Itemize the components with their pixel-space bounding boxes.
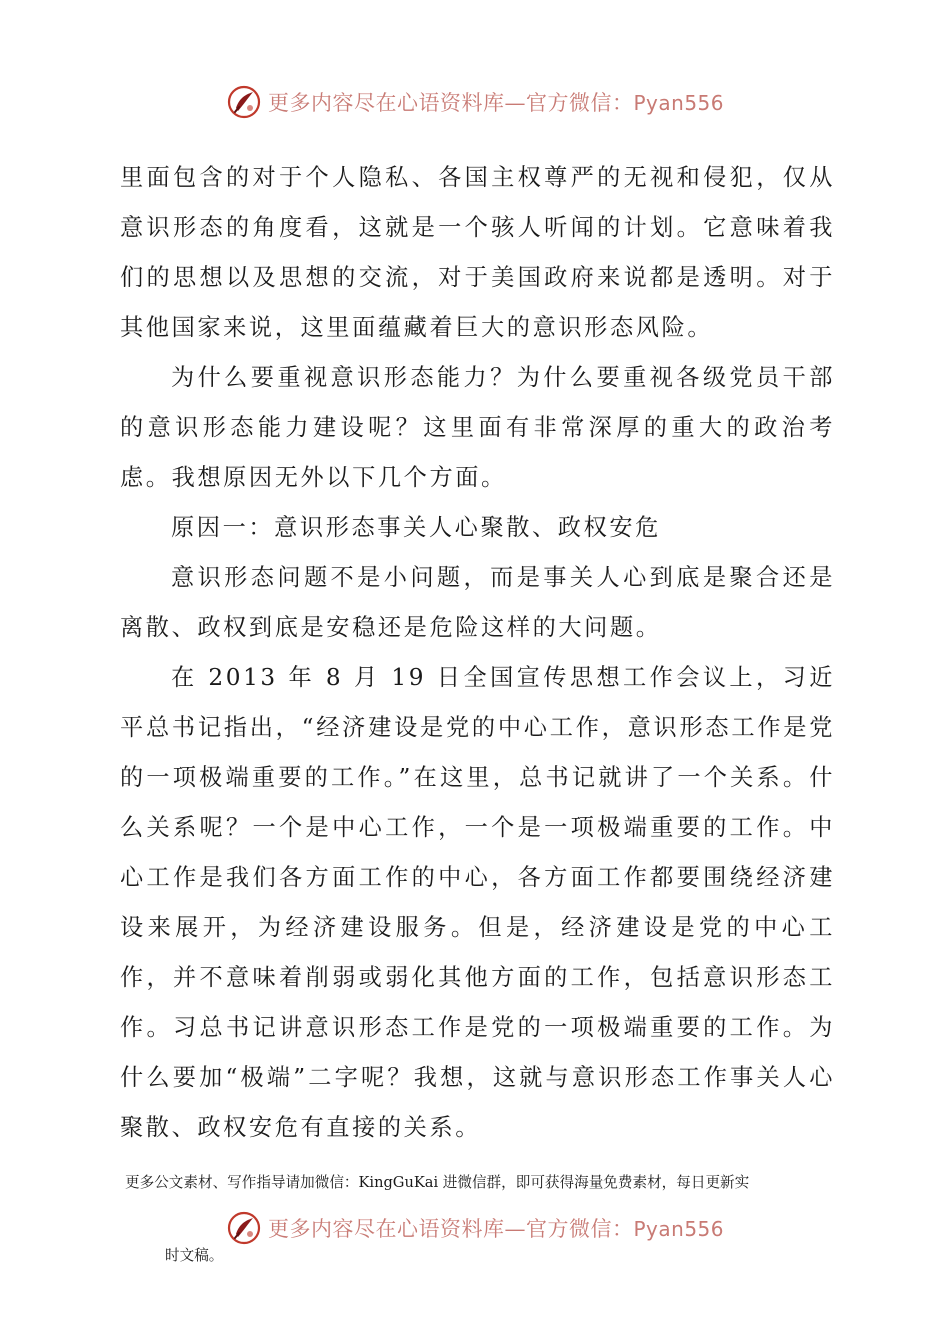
footer-note-continued: 时文稿。 [165,1247,224,1264]
paragraph: 里面包含的对于个人隐私、各国主权尊严的无视和侵犯，仅从意识形态的角度看，这就是一个骇人听闻的计划。它意味着我们的思想以及思想的交流，对于美国政府来说都是透明。对于其他国家来说，这里面蕴藏着巨大的意识形态风险。 [120,164,835,341]
watermark-header [0,82,950,122]
watermark-text: 更多内容尽在心语资料库—官方微信：Pyan556 [267,1217,724,1241]
paragraph: 意识形态问题不是小问题，而是事关人心到底是聚合还是离散、政权到底是安稳还是危险这样的大问题。 [120,564,835,641]
paragraph: 在 2013 年 8 月 19 日全国宣传思想工作会议上，习近平总书记指出，“经济建设是党的中心工作，意识形态工作是党的一项极端重要的工作。”在这里，总书记就讲了一个关系。什么关系呢？一个是中心工作，一个是一项极端重要的工作。中心工作是我们各方面工作的中心，各方面工作都要围绕经济建设来展开，为经济建设服务。但是，经济建设是党的中心工作，并不意味着削弱或弱化其他方面的工作，包括意识形态工作。习总书记讲意识形态工作是党的一项极端重要的工作。为什么要加“极端”二字呢？我想，这就与意识形态工作事关人心聚散、政权安危有直接的关系。 [120,664,835,1141]
watermark-footer [0,1208,950,1248]
brush-logo-icon [226,1210,262,1246]
brush-logo-icon [226,84,262,120]
document-body [120,153,835,1153]
paragraph: 为什么要重视意识形态能力？为什么要重视各级党员干部的意识形态能力建设呢？这里面有非常深厚的重大的政治考虑。我想原因无外以下几个方面。 [120,364,835,491]
section-heading: 原因一：意识形态事关人心聚散、政权安危 [171,514,661,541]
footer-note: 更多公文素材、写作指导请加微信：KingGuKai 进微信群，即可获得海量免费素材，每日更新实 [125,1174,750,1191]
watermark-text: 更多内容尽在心语资料库—官方微信：Pyan556 [267,91,724,115]
